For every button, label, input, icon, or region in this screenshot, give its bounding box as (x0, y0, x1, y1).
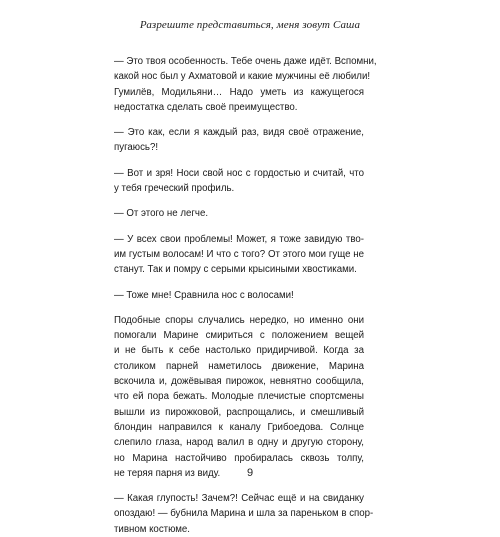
text-line: Гумилёв, Модильяни… Надо уметь из кажущегося (114, 86, 364, 98)
text-line: — У всех свои проблемы! Может, я тоже завидую тво- (114, 233, 364, 245)
paragraph (114, 206, 364, 221)
text-line: пугаюсь?! (114, 142, 159, 154)
text-line: что ей пора бежать. Молодые плечистые спортсмены (114, 391, 364, 403)
text-line: — Тоже мне! Сравнила нос с волосами! (114, 289, 294, 301)
text-line: Подобные споры случались нередко, но именно они (114, 314, 364, 326)
text-line: — Вот и зря! Носи свой нос с гордостью и считай, что (114, 167, 364, 179)
body-text (114, 54, 377, 537)
text-line: блондин направился к каналу Грибоедова. Солнце (114, 421, 364, 433)
text-line: вышли из пирожковой, распрощались, и смешливый (114, 406, 364, 418)
paragraph (114, 491, 374, 537)
text-line: недостатка сделать своё преимущество. (114, 101, 298, 113)
text-line: тивном костюме. (114, 523, 190, 535)
paragraph (114, 166, 364, 197)
text-line: не теряя парня из виду. (114, 467, 221, 479)
text-line: — Какая глупость! Зачем?! Сейчас ещё и на свиданку (114, 493, 364, 505)
paragraph (114, 125, 364, 156)
text-line: опоздаю! — бубнила Марина и шла за пареньком в спор- (114, 508, 374, 520)
paragraph (114, 313, 364, 481)
text-line: и не быть к себе настолько придирчивой. Когда за (114, 345, 364, 357)
text-line: вскочила и, дожёвывая пирожок, невнятно сообщила, (114, 376, 364, 388)
page-number: 9 (246, 467, 254, 479)
text-line: какой нос был у Ахматовой и какие мужчины её любили! (114, 71, 371, 83)
text-line: слепило глаза, народ валил в одну и другую сторону, (114, 437, 364, 449)
text-line: у тебя греческий профиль. (114, 183, 235, 195)
text-line: столиком парней наметилось движение, Марина (114, 360, 364, 372)
paragraph (114, 54, 377, 115)
text-line: — Это твоя особенность. Тебе очень даже идёт. Вспомни, (114, 56, 377, 67)
text-line: — Это как, если я каждый раз, видя своё отражение, (114, 127, 364, 139)
text-line: станут. Так и помру с серыми крысиными хвостиками. (114, 264, 357, 276)
text-line: но Марина настойчиво пробиралась сквозь толпу, (114, 452, 364, 464)
running-head: Разрешите представиться, меня зовут Саша (139, 19, 361, 31)
text-line: им густым волосам! И что с того? От этого мои гуще не (114, 248, 364, 260)
text-line: — От этого не легче. (114, 208, 209, 220)
paragraph (114, 232, 364, 278)
text-line: помогали Марине смириться с положением вещей (114, 330, 364, 342)
paragraph (114, 288, 364, 303)
